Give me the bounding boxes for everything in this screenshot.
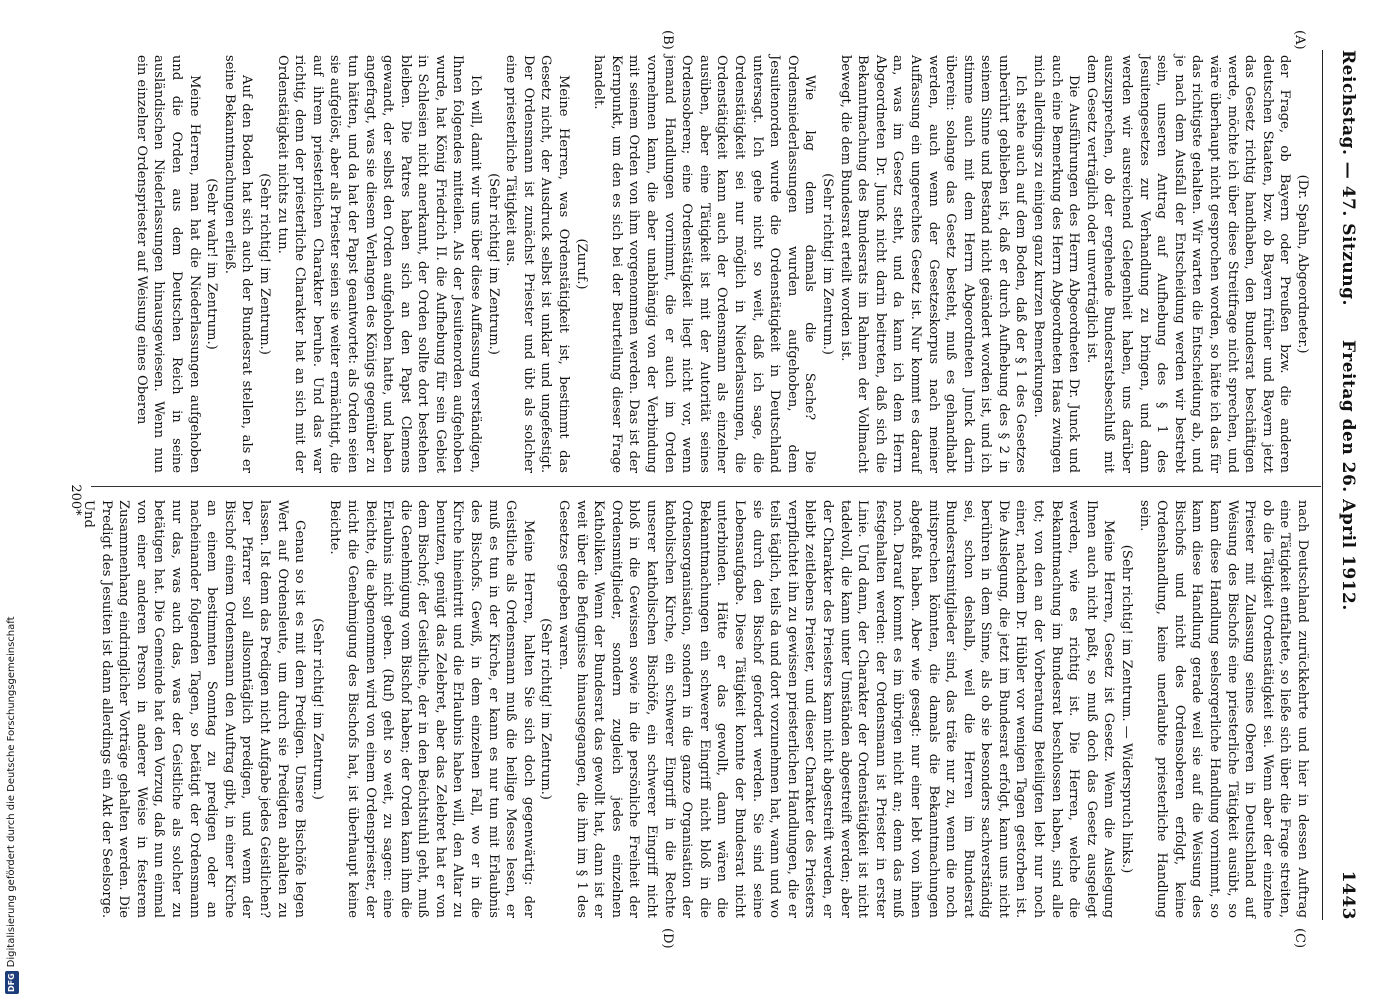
paragraph: Meine Herren, was Ordenstätigkeit ist, bestimmt das Gesetz nicht, der Ausdruck selbst ist unklar und ungefestigt. Der Ordensmann ist zunächst Priester und übt als solcher eine priesterliche Tätigkeit aus.	[503, 55, 572, 473]
column-divider	[91, 486, 1321, 487]
left-column	[101, 55, 1311, 473]
margin-letter-b: (B)	[660, 30, 675, 50]
interjection: (Sehr richtig! im Zentrum.)	[256, 173, 272, 355]
interjection: (Sehr richtig! im Zentrum.)	[485, 173, 501, 355]
paragraph: Meine Herren, halten Sie sich doch gegenwärtig: der Geistliche als Ordensmann muß die heilige Messe lesen, er muß es tun in der Kirche, er kann es nur tun mit Erlaubnis des Bischofs. Gewiß, in dem einzelnen Fall, wo er in die Kirche hineintritt und die Erlaubnis haben will, den Altar zu benutzen, genügt das Zelebret, aber das Zelebret hat er von dem Bischof; der Geistliche, der in den Beichtstuhl geht, muß die Genehmigung vom Bischof haben; der Orden kann ihm die Erlaubnis nicht geben. (Ruf) geht so weit, zu sagen: eine Beichte, die abgenommen wird von einem Ordenspriester, der nicht die Genehmigung des Bischofs hat, ist überhaupt keine Beichte.	[327, 500, 536, 918]
footer-text: Digitalisierung gefördert durch die Deutsche Forschungsgemeinschaft	[6, 616, 17, 968]
paragraph: nach Deutschland zurückkehrte und hier in dessen Auftrag eine Tätigkeit entfaltete, so ließe sich über die Frage streiten, ob die Tätigkeit Ordenstätigkeit sei. Wenn aber der einzelne Priester mit Zulassung seines Oberen in Deutschland auf Weisung des Bischofs eine priesterliche Tätigkeit ausübt, so kann diese Handlung seelsorgerliche Handlung vornimmt, so kann diese Handlung gerade weil sie auf die Weisung des Bischofs und nicht des Ordensoberen erfolgt, keine Ordenshandlung, keine unerlaubte priesterliche Handlung sein.	[1136, 500, 1310, 918]
header-center: Freitag den 26. April 1912.	[1338, 340, 1358, 611]
interjection: (Sehr wahr! im Zentrum.)	[204, 178, 220, 350]
paragraph: Meine Herren, Gesetz ist Gesetz. Wenn die Auslegung Ihnen auch nicht paßt, so muß doch das Gesetz ausgelegt werden, wie es richtig ist. Die Herren, welche die Bekanntmachung im Bundesrat beschlossen haben, sind alle tot; von den an der Vorberatung Beteiligten lebt nur noch einer, nachdem Dr. Hübler vor wenigen Tagen gestorben ist. Die Auslegung, die jetzt im Bundesrat erfolgt, kann uns nicht berühren in dem Sinne, als ob sie besonders sachverständig sei, schon deshalb, weil die Herren im Bundesrat Bundesratsmitglieder sind, das träte nur zu, wenn die noch mitsprechen könnten, die damals die Bekanntmachungen abgefaßt haben. Aber wie gesagt: nur einer lebt von ihnen noch. Darauf kommt es im übrigen nicht an; denn das muß festgehalten werden: der Ordensmann ist Priester in erster Linie. Und dann, der Charakter der Ordenstätigkeit ist nicht tadelvoll, die kann unter Umständen abgestreift werden; aber der Charakter des Priesters kann nicht abgestreift werden, er bleibt zeitlebens Priester, und dieser Charakter des Priesters verpflichtet ihn zu gewissen priesterlichen Handlungen, die er teils täglich, teils da und dort vorzunehmen hat, wann und wo sie durch den Bischof gefordert werden. Sie sind seine Lebensaufgabe. Diese Tätigkeit konnte der Bundesrat nicht unterbinden. Hätte er das gewollt, dann wären die Bekanntmachungen ein schwerer Eingriff nicht bloß in die Ordensorganisation, sondern in die ganze Organisation der katholischen Kirche, ein schwerer Eingriff in die Rechte unserer katholischen Bischöfe, ein schwerer Eingriff nicht bloß in die Gewissen sowie in die persönliche Freiheit der Ordensmitglieder, sondern zugleich jedes einzelnen Katholiken. Wenn der Bundesrat das gewollt hat, dann ist er weit über die Befugnisse hinausgegangen, die ihm im § 1 des Gesetzes gegeben waren.	[556, 500, 1117, 918]
header-page-number: 1443	[1338, 870, 1358, 920]
right-column	[81, 500, 1311, 918]
paragraph: Auf den Boden hat sich auch der Bundesrat stellen, als er seine Bekanntmachungen erließ.	[221, 55, 255, 473]
header-left: Reichstag. — 47. Sitzung.	[1338, 50, 1358, 306]
interjection: (Sehr richtig! im Zentrum.)	[819, 173, 835, 355]
paragraph: Wie lag denn damals die Sache? Die Ordensniederlassungen wurden aufgehoben, dem Jesuitenorden wurde die Ordenstätigkeit in Deutschland untersagt. Ich gehe nicht so weit, daß ich sage, die Ordenstätigkeit sei nur möglich in Niederlassungen, die Ordenstätigkeit kann auch der Ordensmann als einzelner ausüben, aber eine Tätigkeit ist mit der Autorität seines Ordensoberen; eine Ordenstätigkeit liegt nicht vor, wenn jemand Handlungen vornimmt, die er auch im Orden vornehmen kann, die aber unabhängig von der Verbindung mit seinem Orden von ihm vorgenommen werden. Das ist der Kernpunkt, um den es sich bei der Beurteilung dieser Frage handelt.	[591, 55, 818, 473]
sheet-number: 200*	[68, 484, 83, 516]
paragraph: der Frage, ob Bayern oder Preußen bzw. die anderen deutschen Staaten, bzw. ob Bayern früher und Bayern jetzt das Gesetz richtig handhaben, den Bundesrat beschäftigen werde, möchte ich über diese Streitfrage nicht sprechen, und wäre überhaupt nicht gesprochen worden, so hätte ich das für das richtigste gehalten. Wir warten die Entscheidung ab, und je nach dem Ausfall der Entscheidung werden wir bestrebt sein, unseren Antrag auf Aufhebung des § 1 des Jesuitengesetzes zur Verhandlung zu bringen, und dann werden wir ausreichend Gelegenheit haben, uns darüber auszusprechen, ob der ergehende Bundesratsbeschluß mit dem Gesetz verträglich oder unverträglich ist.	[1083, 55, 1293, 473]
dfg-logo: DFG	[5, 971, 19, 994]
paragraph: Ich stehe auch auf dem Boden, daß der § 1 des Gesetzes unberührt geblieben ist, daß er durch Aufhebung des § 2 in seinem Sinne und Bestand nicht geändert worden ist, und ich stimme auch mit dem Herrn Abgeordneten Junck darin überein: solange das Gesetz besteht, muß es gehandhabt werden, auch wenn der Gesetzeskorpus nach meiner Auffassung ein ungerechtes Gesetz ist. Nur kommt es darauf an, was im Gesetz steht, und da kann ich dem Herrn Abgeordneten Dr. Junck nicht darin beitreten, daß sich die Bekanntmachung des Bundesrats im Rahmen der Vollmacht bewegt, die dem Bundesrat erteilt worden ist.	[837, 55, 1029, 473]
interjection: (Dr. Spahn, Abgeordneter.)	[1295, 174, 1310, 354]
paragraph: Meine Herren, man hat die Niederlassungen aufgehoben und die Orden aus dem Deutschen Reich in seine ausländischen Niederlassungen hinausgewiesen. Wenn nun ein einzelner Ordenspriester auf Weisung eines Oberen	[133, 55, 202, 473]
margin-letter-a: (A)	[1292, 30, 1307, 50]
paragraph: Die Ausführungen des Herrn Abgeordneten Dr. Junck und auch eine Bemerkung des Herrn Abgeordneten Haas zwingen mich allerdings zu einigen ganz kurzen Bemerkungen.	[1031, 55, 1082, 473]
interjection: (Sehr richtig! im Zentrum.)	[538, 618, 554, 800]
interjection: (Zuruf.)	[573, 238, 589, 290]
paragraph: Ich will, damit wir uns über diese Auffassung verständigen, Ihnen folgendes mitteilen. Als der Jesuitenorden aufgehoben wurde, hat König Friedrich II. die Aufhebung für sein Gebiet in Schlesien nicht anerkannt, der Orden sollte dort bestehen bleiben. Die Patres haben sich an den Papst Clemens gewandt, der selbst den Orden aufgehoben hatte, und haben angefragt, was sie diesem Verlangen des Königs gegenüber zu tun hätten, und da hat der Papst geantwortet: als Orden seien sie aufgelöst, aber als Priester seien sie weiter ermächtigt, die auf ihrem priesterlichen Charakter beruhe. Und das war richtig, denn der priesterliche Charakter hat an sich mit der Ordenstätigkeit nichts zu tun.	[274, 55, 484, 473]
header-rule	[1322, 50, 1323, 920]
interjection: (Sehr richtig! im Zentrum.)	[309, 618, 325, 800]
margin-letter-d: (D)	[660, 928, 675, 949]
interjection: (Sehr richtig! im Zentrum. — Widerspruch links.)	[1119, 544, 1135, 874]
paragraph: Genau so ist es mit dem Predigen. Unsere Bischöfe legen Wert auf Ordensleute, um durch sie Predigten abhalten zu lassen. Ist denn das Predigen nicht Aufgabe jedes Geistlichen? Der Pfarrer soll allsonntäglich predigen, und wenn der Bischof einem Ordensmann den Auftrag gibt, in einer Kirche an einem bestimmten Sonntag zu predigen oder an nacheinander folgenden Tagen, so betätigt der Ordensmann nur das, was auch das, was der Geistliche als solcher zu betätigen hat. Die Gemeinde hat den Vorzug, daß nun einmal von einer anderen Person in anderer Weise in festerem Zusammenhang eindringlicher Vorträge gehalten werden. Die Predigt des Jesuiten ist dann allerdings ein Akt der Seelsorge. Und	[81, 500, 308, 918]
margin-letter-c: (C)	[1292, 928, 1307, 949]
page-header	[1324, 50, 1358, 920]
footer-credit	[5, 4, 19, 994]
